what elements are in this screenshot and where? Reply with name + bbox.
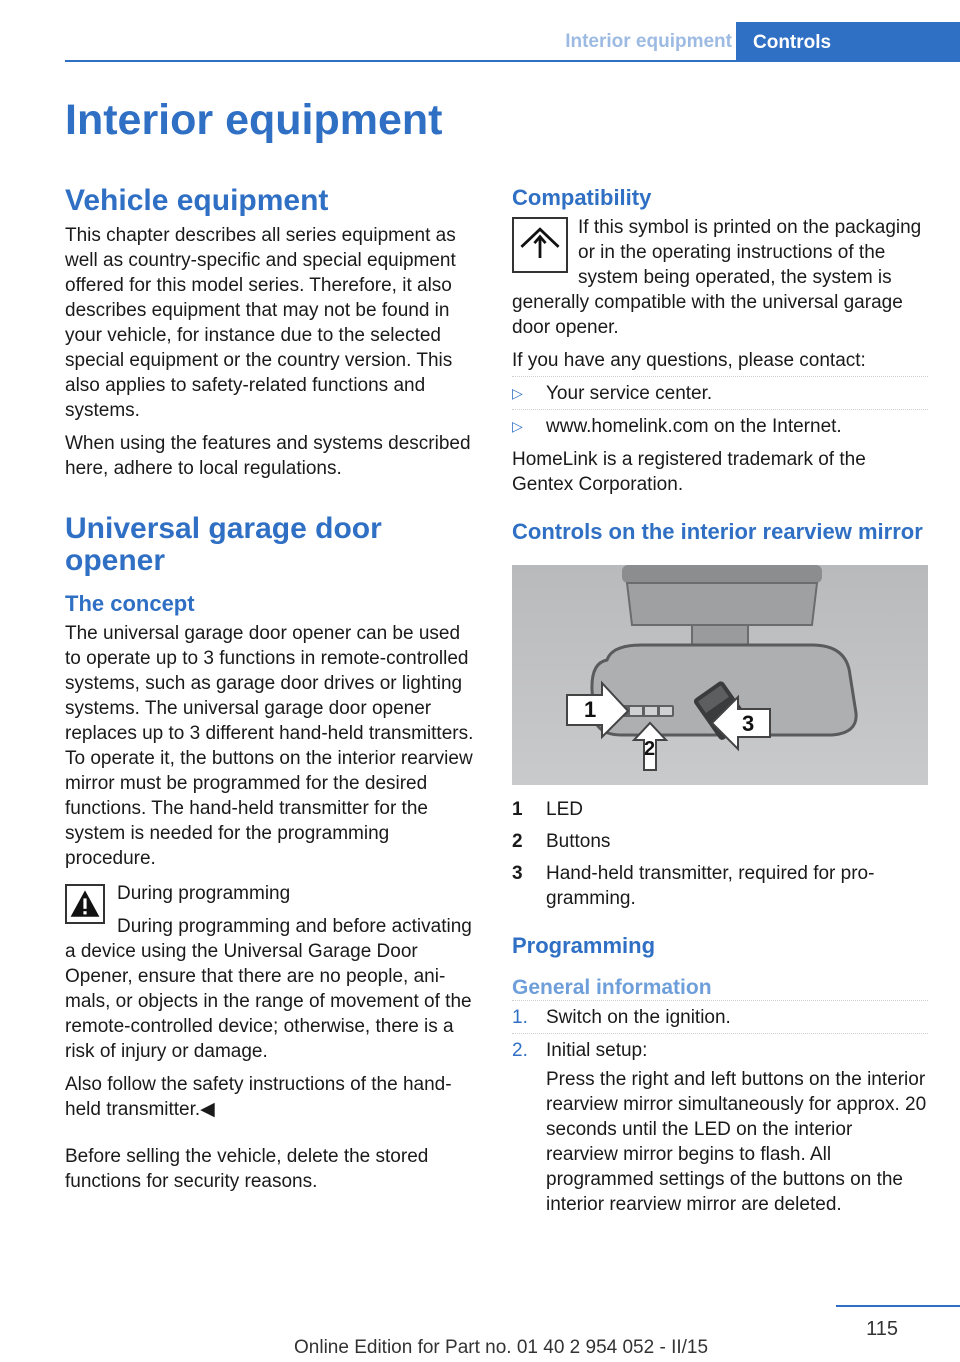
step-item [512, 1038, 928, 1063]
legend-num: 1 [512, 799, 523, 820]
page-number: 115 [866, 1318, 898, 1340]
contact-text: If you have any questions, please contact: [512, 350, 866, 371]
general-info-heading: General information [512, 976, 712, 999]
legend-text: Buttons [546, 831, 611, 852]
step-2-detail: Press the right and left buttons on the interior rearview mirror simultaneously for approx. 20 seconds until the LED on the interior rearview mirror begins to flash. All programmed settings of the buttons on the interior rearview mirror are deleted. [546, 1069, 927, 1215]
left-column [65, 185, 478, 1202]
edition-footer: Online Edition for Part no. 01 40 2 954 052 - II/15 [294, 1337, 709, 1358]
legend-text: LED [546, 799, 583, 820]
legend-num: 3 [512, 863, 523, 884]
concept-heading: The concept [65, 591, 195, 616]
step-text: Switch on the ignition. [546, 1007, 731, 1028]
legend-item [512, 829, 928, 854]
warning-triangle-icon [65, 884, 105, 924]
vehicle-equipment-paragraph-2: When using the features and systems described here, adhere to local regulations. [65, 433, 471, 479]
warning-block [65, 881, 478, 1064]
contact-list [512, 381, 928, 439]
header-rule [65, 60, 960, 62]
right-column [512, 185, 928, 1225]
vehicle-equipment-paragraph-1: This chapter describes all series equipment as well as country-specific and special equipment offered for this model series. Therefore, it also describes equipment that may not be found in your vehicle, for instance due to the selected special equipment or the country version. This also applies to safety-related functions and systems. [65, 225, 456, 421]
warning-text-2: Also follow the safety instructions of the hand-held transmitter.◀ [65, 1074, 452, 1120]
callout-2: 2 [644, 738, 656, 760]
header-chapter-tab[interactable]: Controls [736, 22, 960, 62]
rearview-mirror-illustration [512, 565, 928, 785]
selling-note: Before selling the vehicle, delete the stored functions for security reasons. [65, 1146, 429, 1192]
step-number: 2. [512, 1040, 528, 1061]
garage-opener-heading: Universal garage door opener [65, 512, 382, 577]
step-number: 1. [512, 1007, 528, 1028]
compatibility-text: If this symbol is printed on the packaging or in the operating instructions of the system being operated, the system is generally compatible with the universal garage door opener. [512, 217, 922, 338]
trademark-text: HomeLink is a registered trademark of the Gentex Corporation. [512, 449, 866, 495]
legend-item [512, 797, 928, 822]
warning-text: During programming and before activating a device using the Universal Garage Door Opener, ensure that there are no people, animals, or objects in the range of movement of the remote-controlled device; otherwise, there is a risk of injury or damage. [65, 916, 472, 1062]
contact-item-service: ▷ Your service center. [512, 381, 928, 406]
homelink-compatibility-icon [512, 217, 568, 273]
step-item [512, 1005, 928, 1030]
step-text: Initial setup: [546, 1040, 648, 1061]
vehicle-equipment-heading: Vehicle equipment [65, 184, 329, 217]
programming-steps [512, 1005, 928, 1063]
callout-1: 1 [584, 697, 597, 722]
legend-num: 2 [512, 831, 523, 852]
concept-paragraph: The universal garage door opener can be used to operate up to 3 functions in remote-controlled systems, such as garage door drives or lighting systems. The universal garage door opener replaces up to 3 different hand-held transmitters. To operate it, the buttons on the interior rearview mirror must be programmed for the desired functions. The hand-held transmitter for the system is needed for the programming procedure. [65, 623, 474, 869]
controls-heading: Controls on the interior rearview mirror [512, 519, 923, 544]
figure-legend [512, 797, 928, 911]
page-title: Interior equipment [65, 96, 443, 144]
legend-item [512, 861, 928, 911]
warning-title: During programming [117, 883, 291, 904]
footer-rule [836, 1305, 960, 1307]
legend-text: Hand-held transmitter, required for programming. [546, 863, 875, 909]
compatibility-heading: Compatibility [512, 185, 652, 210]
page-header [65, 22, 960, 62]
programming-heading: Programming [512, 933, 656, 958]
callout-3: 3 [742, 711, 755, 736]
header-section-tab[interactable]: Interior equipment [565, 31, 732, 52]
contact-item-homelink[interactable]: ▷ www.homelink.com on the Internet. [512, 414, 928, 439]
